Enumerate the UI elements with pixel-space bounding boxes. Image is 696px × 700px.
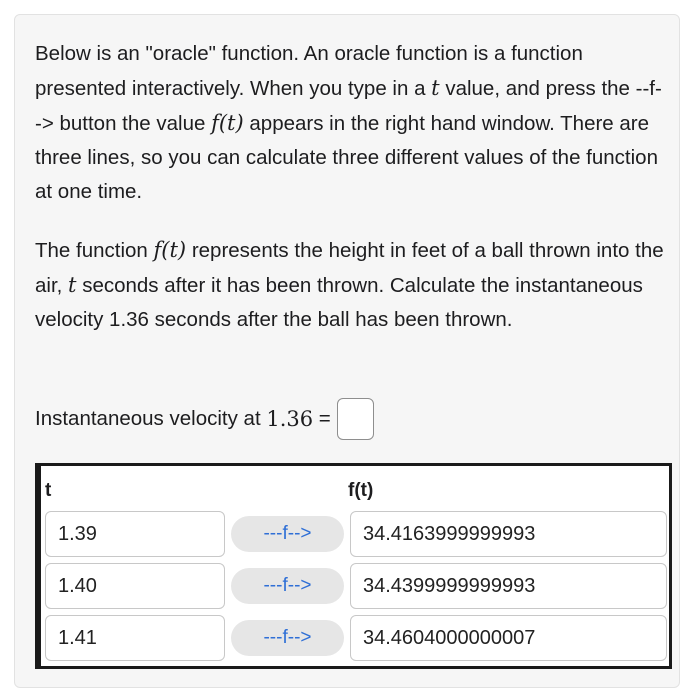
answer-prompt: [35, 398, 374, 440]
header-f: f(t): [348, 480, 374, 501]
problem-text-3: seconds after it has been thrown. Calculate the instantaneous velocity 1.36 seconds after the ball has been thrown.: [35, 274, 643, 331]
math-t: t: [68, 273, 77, 297]
answer-time-value: 1.36: [266, 407, 314, 431]
t-input-1[interactable]: 1.39: [45, 511, 225, 557]
intro-text-3: appears in the right hand window. There are three lines, so you can calculate three different values of the function at one time.: [35, 112, 658, 203]
header-t: t: [45, 480, 52, 501]
t-input-3[interactable]: 1.41: [45, 615, 225, 661]
f-output-3: 34.4604000000007: [350, 615, 667, 661]
t-input-2[interactable]: 1.40: [45, 563, 225, 609]
problem-paragraph: [35, 233, 665, 337]
equals-sign: =: [313, 407, 331, 430]
oracle-button-2[interactable]: ---f-->: [231, 568, 344, 604]
oracle-table: [35, 463, 672, 669]
problem-text-1: The function: [35, 239, 154, 262]
oracle-button-1[interactable]: ---f-->: [231, 516, 344, 552]
oracle-button-3[interactable]: ---f-->: [231, 620, 344, 656]
f-output-1: 34.4163999999993: [350, 511, 667, 557]
intro-text-1: Below is an "oracle" function. An oracle function is a function presented interactively. When you type in a: [35, 42, 583, 100]
intro-paragraph: [35, 37, 665, 209]
answer-label: Instantaneous velocity at: [35, 407, 267, 430]
math-f-of-t: f(t): [211, 111, 244, 135]
problem-text-2: represents the height in feet of a ball thrown into the air,: [35, 239, 664, 297]
math-t: t: [431, 76, 440, 100]
f-output-2: 34.4399999999993: [350, 563, 667, 609]
math-f-of-t: f(t): [153, 238, 187, 262]
intro-text-2: value, and press the --f--> button the value: [35, 77, 662, 135]
problem-card: [14, 14, 680, 688]
answer-input[interactable]: [337, 398, 374, 440]
